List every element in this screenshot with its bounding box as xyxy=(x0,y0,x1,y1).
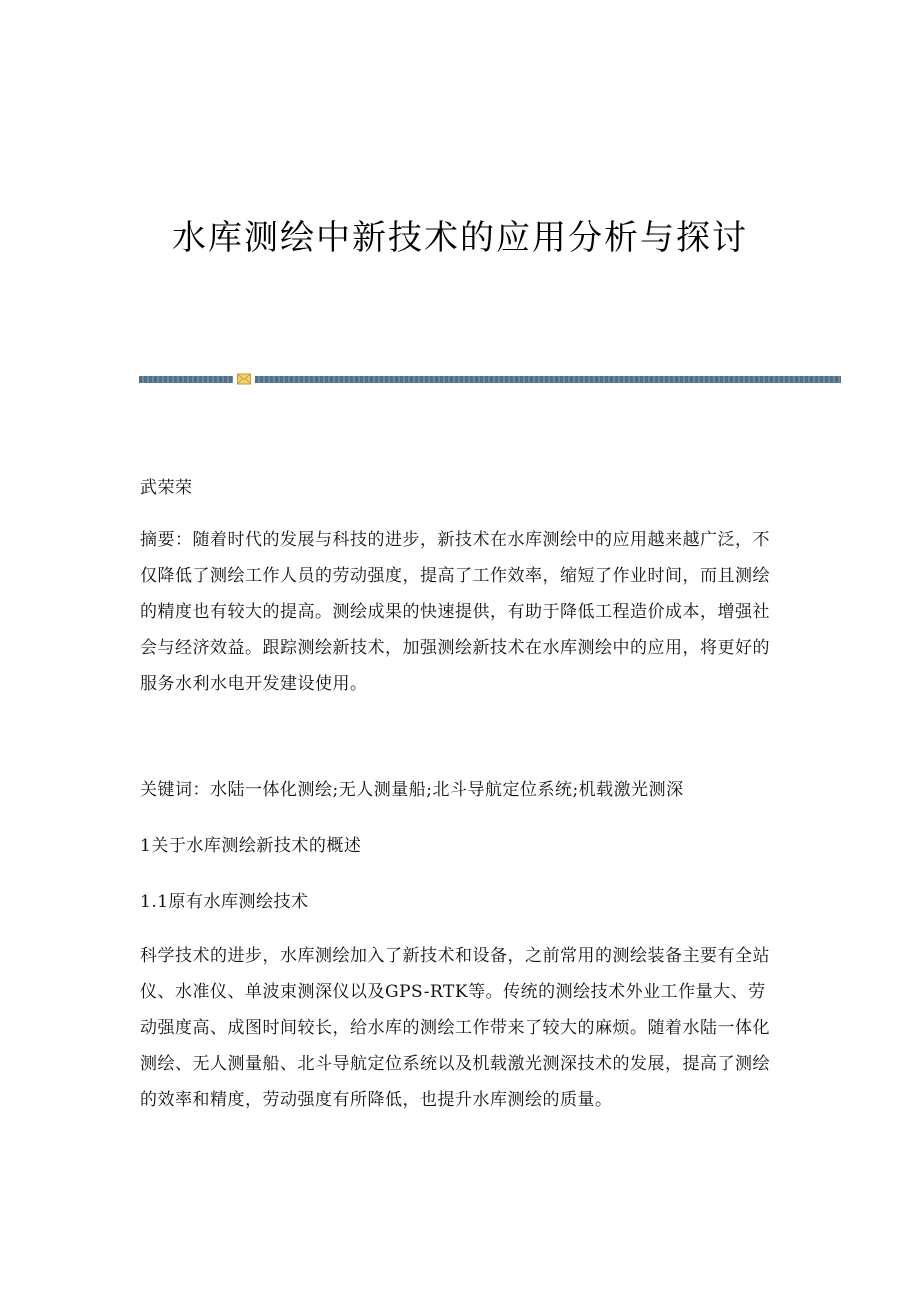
envelope-ornament-icon xyxy=(237,373,251,385)
divider-bar-right xyxy=(255,376,841,383)
keywords-line: 关键词：水陆一体化测绘;无人测量船;北斗导航定位系统;机载激光测深 xyxy=(140,780,684,800)
section-heading-1: 1关于水库测绘新技术的概述 xyxy=(140,836,362,856)
author-name: 武荣荣 xyxy=(140,478,193,498)
document-title: 水库测绘中新技术的应用分析与探讨 xyxy=(172,218,748,258)
abstract-paragraph: 摘要：随着时代的发展与科技的进步，新技术在水库测绘中的应用越来越广泛，不仅降低了测绘工作人员的劳动强度，提高了工作效率，缩短了作业时间，而且测绘的精度也有较大的提高。测绘成果的快速提供，有助于降低工程造价成本，增强社会与经济效益。跟踪测绘新技术，加强测绘新技术在水库测绘中的应用，将更好的服务水利水电开发建设使用。 xyxy=(140,530,770,694)
section-1-1-body: 科学技术的进步，水库测绘加入了新技术和设备，之前常用的测绘装备主要有全站仪、水准仪、单波束测深仪以及GPS-RTK等。传统的测绘技术外业工作量大、劳动强度高、成图时间较长，给水库的测绘工作带来了较大的麻烦。随着水陆一体化测绘、无人测量船、北斗导航定位系统以及机载激光测深技术的发展，提高了测绘的效率和精度，劳动强度有所降低，也提升水库测绘的质量。 xyxy=(140,946,770,1110)
section-heading-1-1: 1.1原有水库测绘技术 xyxy=(140,892,309,912)
title-divider xyxy=(139,373,841,385)
divider-bar-left xyxy=(139,376,233,383)
